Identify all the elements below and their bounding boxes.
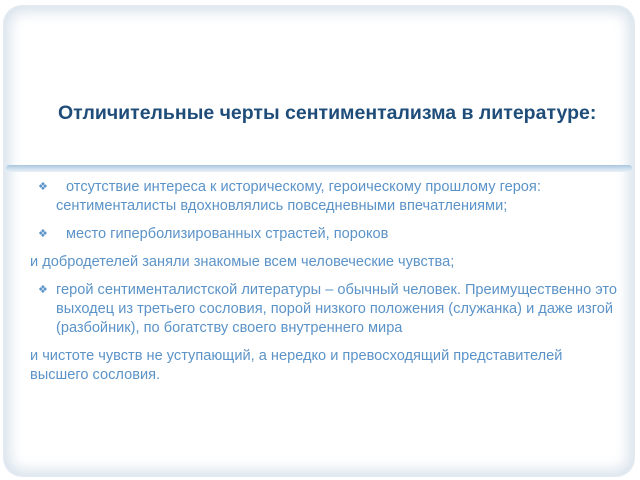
slide-body <box>30 178 620 394</box>
diamond-bullet-icon: ❖ <box>38 181 48 193</box>
bullet-text: герой сентименталистской литературы – обычный человек. Преимущественно это выходец из третьего сословия, порой низкого положения (служанка) и даже изгой (разбойник), по богатству своего внутреннего мира <box>56 282 618 336</box>
bullet-text: место гиперболизированных страстей, пороков <box>66 226 389 242</box>
diamond-bullet-icon: ❖ <box>38 284 48 296</box>
bullet-item <box>30 281 620 338</box>
bullet-item <box>30 225 620 244</box>
continuation-text: и добродетелей заняли знакомые всем человеческие чувства; <box>30 254 455 270</box>
slide-title: Отличительные черты сентиментализма в литературе: <box>58 102 597 124</box>
diamond-bullet-icon: ❖ <box>38 228 48 240</box>
bullet-text: отсутствие интереса к историческому, героическому прошлому героя: сентименталисты вдохновлялись повседневными впечатлениями; <box>56 179 541 214</box>
continuation-text: и чистоте чувств не уступающий, а нередко и превосходящий представителей высшего сословия. <box>30 348 563 383</box>
title-divider <box>6 165 632 172</box>
bullet-item <box>30 178 620 216</box>
